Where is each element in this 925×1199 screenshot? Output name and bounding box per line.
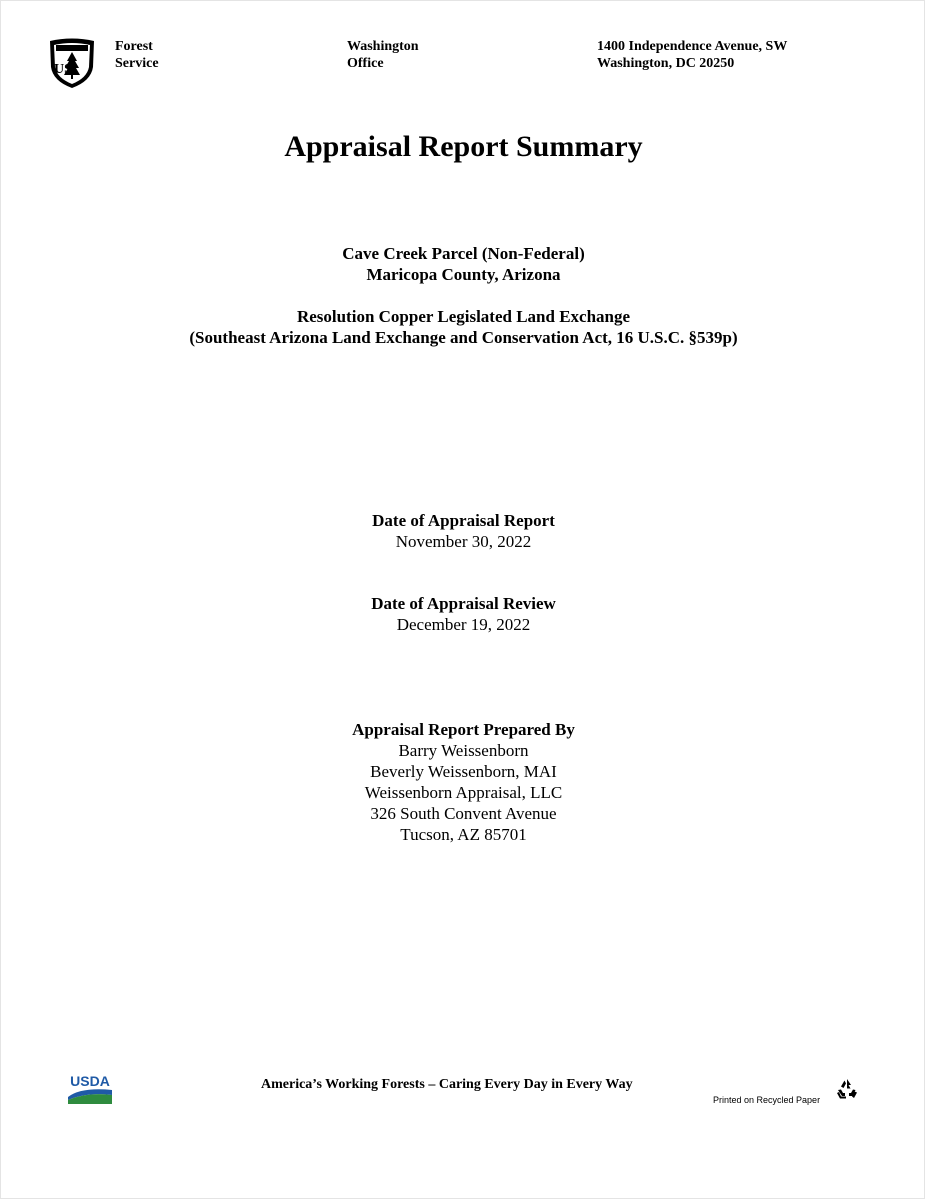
- date-of-review-label: Date of Appraisal Review: [371, 594, 556, 613]
- exchange-block: [1, 306, 925, 348]
- preparer-line: Tucson, AZ 85701: [400, 825, 527, 844]
- usda-logo: [67, 1073, 113, 1105]
- prepared-by-label: Appraisal Report Prepared By: [352, 720, 575, 739]
- forest-service-shield-logo: [47, 37, 97, 89]
- exchange-name: Resolution Copper Legislated Land Exchange: [296, 307, 631, 326]
- date-of-report-value: November 30, 2022: [395, 532, 532, 551]
- preparer-line: Barry Weissenborn: [398, 741, 529, 760]
- date-of-report-label: Date of Appraisal Report: [372, 511, 555, 530]
- prepared-by-block: [1, 719, 925, 845]
- date-of-review-value: December 19, 2022: [396, 615, 531, 634]
- agency-line-1: Forest: [115, 39, 153, 54]
- exchange-act: (Southeast Arizona Land Exchange and Conservation Act, 16 U.S.C. §539p): [189, 328, 738, 347]
- agency-line-2: Service: [115, 56, 159, 71]
- office-address: [597, 38, 787, 72]
- preparer-line: Beverly Weissenborn, MAI: [370, 762, 557, 781]
- parcel-name: Cave Creek Parcel (Non-Federal): [342, 244, 585, 263]
- usda-wordmark: USDA: [70, 1073, 110, 1089]
- agency-name: [115, 38, 159, 72]
- office-name: [347, 38, 419, 72]
- office-line-1: Washington: [347, 39, 419, 54]
- parcel-location: Maricopa County, Arizona: [366, 265, 561, 284]
- recycled-paper-note: Printed on Recycled Paper: [713, 1095, 821, 1105]
- date-of-review-block: [1, 593, 925, 635]
- parcel-block: [1, 243, 925, 285]
- page-title: Appraisal Report Summary: [284, 130, 643, 163]
- preparer-line: 326 South Convent Avenue: [370, 804, 557, 823]
- preparer-line: Weissenborn Appraisal, LLC: [364, 783, 563, 802]
- shield-letter-u: US: [54, 62, 72, 77]
- address-line-2: Washington, DC 20250: [597, 56, 735, 71]
- recycle-icon: [835, 1077, 859, 1101]
- office-line-2: Office: [347, 56, 384, 71]
- address-line-1: 1400 Independence Avenue, SW: [597, 39, 788, 54]
- date-of-report-block: [1, 510, 925, 552]
- footer-tagline: America’s Working Forests – Caring Every Day in Every Way: [261, 1077, 633, 1092]
